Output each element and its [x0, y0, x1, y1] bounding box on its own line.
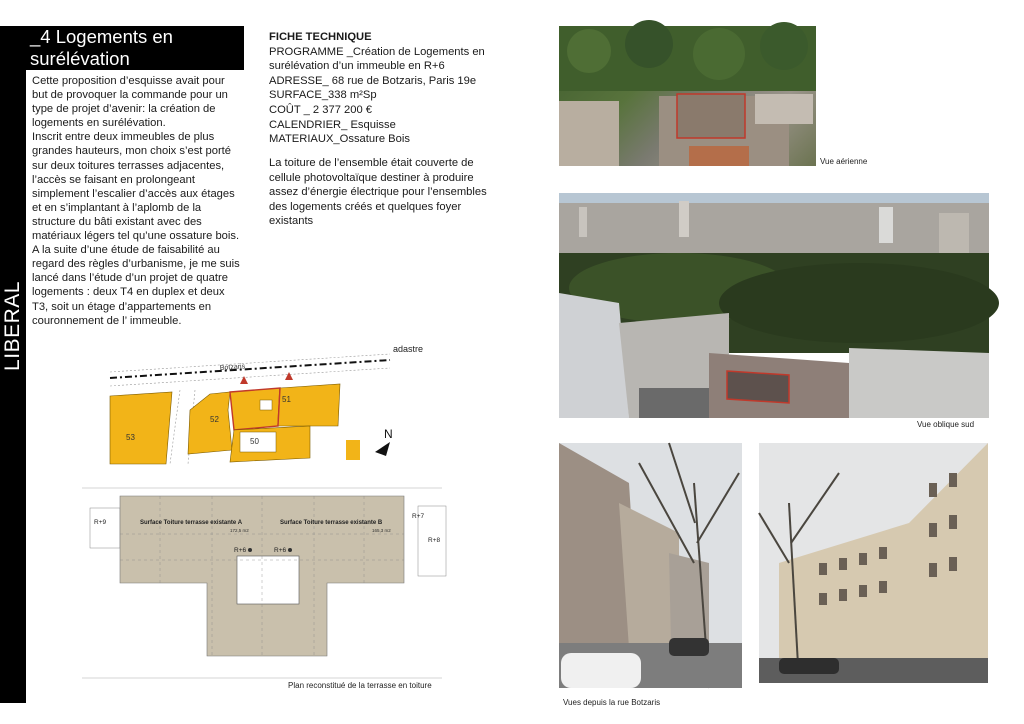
technical-sheet-heading: FICHE TECHNIQUE [269, 31, 372, 43]
intro-paragraph-2: Inscrit entre deux immeubles de plus grandes hauteurs, mon choix s’est porté sur deux toitures terrasses adjacentes, l’accès se faisant en prolongeant simplement l’escalier d’accès aux étages et en s’implantant à l’aplomb de la structure du bâti existant avec des matériaux légers tel qu’une ossature bois. [32, 131, 240, 243]
street-label: Botzaris [219, 363, 246, 372]
north-label: N [384, 427, 393, 441]
street-caption: Vues depuis la rue Botzaris [563, 698, 661, 707]
schedule-line: CALENDRIER_ Esquisse [269, 118, 396, 131]
materials-line: MATERIAUX_Ossature Bois [269, 133, 410, 146]
page-title-line1: _4 Logements en [30, 26, 173, 47]
north-arrow-icon [375, 427, 393, 456]
parcel-52: 52 [210, 415, 219, 424]
parcel-50: 50 [250, 437, 259, 446]
aerial-caption: Vue aérienne [820, 157, 868, 166]
parcel-51: 51 [282, 395, 291, 404]
programme-line: PROGRAMME _Création de Logements en surélévation d’un immeuble en R+6 [269, 45, 485, 73]
plan-caption: Plan reconstitué de la terrasse en toiture [288, 681, 432, 690]
level-r7: R+7 [412, 513, 425, 520]
level-r9: R+9 [94, 519, 107, 526]
address-line: ADRESSE_ 68 rue de Botzaris, Paris 19e [269, 74, 477, 87]
terrace-b-area: 165,3 m2 [372, 528, 391, 533]
street-photo-left [559, 443, 742, 688]
street-photo-right [759, 443, 988, 683]
side-banner-label: LIBERAL [1, 281, 24, 371]
level-r8: R+8 [428, 537, 441, 544]
roof-plan [82, 478, 450, 690]
cadastre-label: adastre [393, 344, 424, 354]
page-title-line2: surélévation [30, 48, 130, 69]
oblique-photo [559, 193, 989, 418]
side-banner [0, 26, 26, 703]
terrace-a-area: 172,5 m2 [230, 528, 249, 533]
level-r6-left: R+6 [234, 547, 247, 554]
level-r6-right: R+6 [274, 547, 287, 554]
intro-paragraph-1: Cette proposition d’esquisse avait pour but de provoquer la commande pour un type de projet d’avenir: la création de logements en surélévation. [32, 75, 228, 130]
cost-line: COÛT _ 2 377 200 € [269, 103, 373, 116]
intro-paragraph-3: A la suite d’une étude de faisabilité au regard des règles d’urbanisme, je me suis lancé dans l’étude d’un projet de quatre logements : deux T4 en duplex et deux T3, soit un étage d’appartements en couronnement de l’ immeuble. [32, 244, 240, 327]
technical-sheet [269, 30, 509, 147]
cadastre-map [110, 340, 424, 470]
parcel-53: 53 [126, 433, 135, 442]
terrace-b-label: Surface Toiture terrasse existante B [280, 520, 383, 526]
surface-line: SURFACE_338 m²Sp [269, 89, 377, 102]
intro-text [32, 74, 242, 328]
terrace-a-label: Surface Toiture terrasse existante A [140, 520, 243, 526]
aerial-photo [559, 26, 816, 166]
oblique-caption: Vue oblique sud [917, 420, 975, 429]
page-title [26, 26, 244, 70]
roof-description: La toiture de l’ensemble était couverte de cellule photovoltaïque destiner à produire assez d’énergie électrique pour l’ensembles des logements créés et quelques foyer existants [269, 157, 487, 228]
